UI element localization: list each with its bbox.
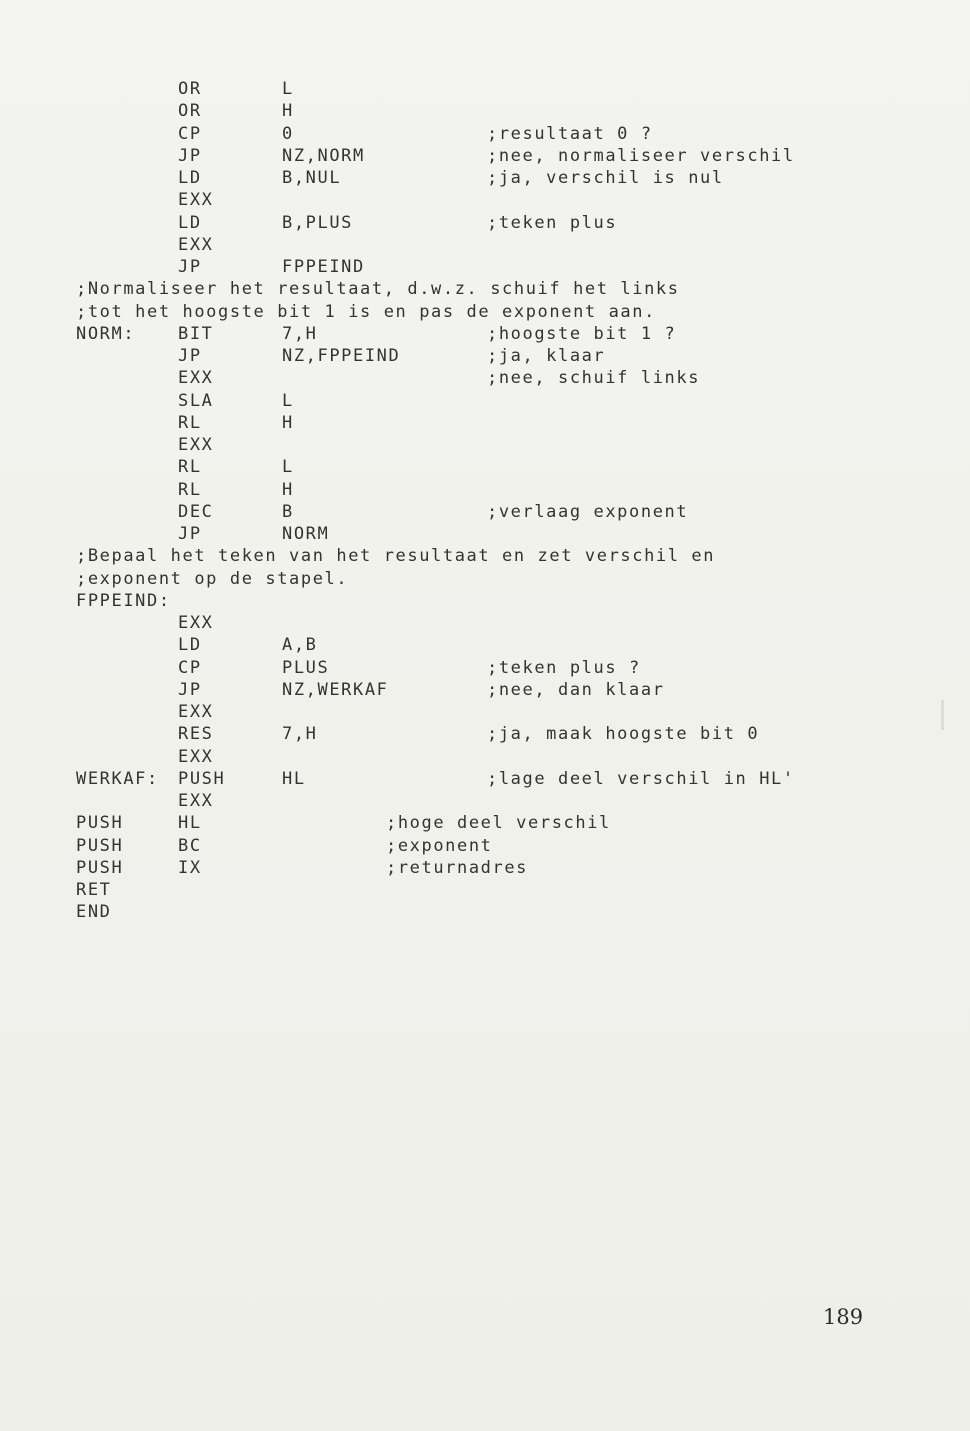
code-comment: ;ja, klaar: [487, 346, 606, 366]
code-instruction: DEC: [178, 501, 214, 522]
code-comment: ;exponent: [386, 835, 493, 856]
code-operand: A,B: [282, 635, 318, 656]
code-comment: ;verlaag exponent: [487, 501, 689, 522]
code-line: [0, 256, 970, 278]
code-instruction: JP: [178, 145, 202, 166]
code-comment: ;nee, dan klaar: [487, 679, 665, 700]
code-comment: ;ja, verschil is nul: [487, 168, 724, 188]
code-instruction: RET: [76, 880, 112, 900]
code-line: [0, 701, 970, 723]
code-line: [0, 234, 970, 256]
code-instruction: PUSH: [76, 835, 124, 856]
code-line: [0, 901, 970, 923]
code-instruction: PUSH: [76, 857, 124, 878]
code-comment-line: ;tot het hoogste bit 1 is en pas de exponent aan.: [76, 301, 656, 322]
code-comment: ;hoge deel verschil: [386, 813, 611, 834]
code-operand: B: [282, 501, 294, 522]
code-operand: 7,H: [282, 724, 318, 745]
code-line: [0, 634, 970, 656]
code-operand: B,NUL: [282, 168, 342, 188]
code-label: NORM:: [76, 323, 136, 344]
code-instruction: EXX: [178, 791, 214, 811]
code-line: [0, 723, 970, 745]
code-line: [0, 746, 970, 768]
code-comment: ;returnadres: [386, 857, 529, 878]
code-line: [0, 501, 970, 523]
code-comment: ;nee, schuif links: [487, 368, 701, 389]
code-line: [0, 612, 970, 634]
code-line: [0, 345, 970, 367]
code-instruction: LD: [178, 168, 202, 188]
page-edge-mark: [941, 700, 944, 730]
code-label: WERKAF:: [76, 768, 159, 789]
code-instruction: EXX: [178, 746, 214, 767]
code-instruction: EXX: [178, 234, 214, 255]
code-operand: NZ,NORM: [282, 145, 365, 166]
code-line: [0, 167, 970, 189]
code-instruction: EXX: [178, 613, 214, 633]
code-instruction: EXX: [178, 702, 214, 722]
code-instruction: RL: [178, 412, 202, 433]
code-instruction: JP: [178, 257, 202, 277]
code-operand: H: [282, 101, 294, 122]
code-line: [0, 212, 970, 234]
code-instruction: JP: [178, 346, 202, 366]
code-line: [0, 768, 970, 790]
code-line: [0, 479, 970, 501]
code-operand: 7,H: [282, 323, 318, 344]
code-instruction: BIT: [178, 323, 214, 344]
code-comment-line: ;exponent op de stapel.: [76, 568, 349, 589]
code-line: [0, 790, 970, 812]
code-operand: PLUS: [282, 657, 330, 678]
code-comment-line: FPPEIND:: [76, 590, 171, 611]
code-line: [0, 590, 970, 612]
code-line: [0, 367, 970, 389]
code-instruction: JP: [178, 679, 202, 700]
code-line: [0, 879, 970, 901]
code-instruction: PUSH: [76, 813, 124, 834]
code-comment: ;lage deel verschil in HL': [487, 768, 795, 789]
code-operand: L: [282, 457, 294, 478]
code-operand: IX: [178, 857, 202, 878]
code-line: [0, 835, 970, 857]
code-line: [0, 434, 970, 456]
code-instruction: EXX: [178, 368, 214, 389]
code-comment: ;resultaat 0 ?: [487, 123, 653, 144]
code-line: [0, 545, 970, 567]
code-comment: ;teken plus ?: [487, 657, 641, 678]
code-comment-line: ;Bepaal het teken van het resultaat en zet verschil en: [76, 546, 716, 567]
code-line: [0, 145, 970, 167]
code-operand: NZ,WERKAF: [282, 679, 389, 700]
code-operand: FPPEIND: [282, 257, 365, 277]
code-comment: ;teken plus: [487, 212, 618, 233]
code-instruction: PUSH: [178, 768, 226, 789]
code-operand: NORM: [282, 524, 330, 544]
code-comment: ;hoogste bit 1 ?: [487, 323, 677, 344]
code-line: [0, 390, 970, 412]
code-line: [0, 78, 970, 100]
code-operand: H: [282, 412, 294, 433]
code-instruction: RL: [178, 479, 202, 500]
code-line: [0, 301, 970, 323]
code-line: [0, 323, 970, 345]
code-instruction: EXX: [178, 435, 214, 455]
code-line: [0, 523, 970, 545]
code-instruction: JP: [178, 524, 202, 544]
code-instruction: SLA: [178, 390, 214, 411]
code-operand: BC: [178, 835, 202, 856]
code-instruction: EXX: [178, 190, 214, 211]
code-operand: H: [282, 479, 294, 500]
code-comment: ;ja, maak hoogste bit 0: [487, 724, 760, 745]
code-instruction: LD: [178, 635, 202, 656]
code-operand: NZ,FPPEIND: [282, 346, 401, 366]
code-instruction: RL: [178, 457, 202, 478]
code-operand: 0: [282, 123, 294, 144]
code-comment: ;nee, normaliseer verschil: [487, 145, 795, 166]
code-line: [0, 857, 970, 879]
page-number: 189: [823, 1305, 864, 1329]
code-line: [0, 123, 970, 145]
code-instruction: END: [76, 902, 112, 923]
code-instruction: CP: [178, 657, 202, 678]
code-operand: HL: [282, 768, 306, 789]
code-instruction: LD: [178, 212, 202, 233]
code-instruction: RES: [178, 724, 214, 745]
code-line: [0, 189, 970, 211]
code-line: [0, 456, 970, 478]
code-instruction: OR: [178, 101, 202, 122]
code-line: [0, 100, 970, 122]
code-operand: B,PLUS: [282, 212, 354, 233]
code-line: [0, 568, 970, 590]
code-operand: L: [282, 79, 294, 99]
code-instruction: OR: [178, 79, 202, 99]
code-operand: L: [282, 390, 294, 411]
code-operand: HL: [178, 813, 202, 834]
code-line: [0, 278, 970, 300]
code-line: [0, 679, 970, 701]
code-comment-line: ;Normaliseer het resultaat, d.w.z. schuif het links: [76, 279, 680, 300]
code-line: [0, 812, 970, 834]
code-line: [0, 657, 970, 679]
code-instruction: CP: [178, 123, 202, 144]
code-line: [0, 412, 970, 434]
